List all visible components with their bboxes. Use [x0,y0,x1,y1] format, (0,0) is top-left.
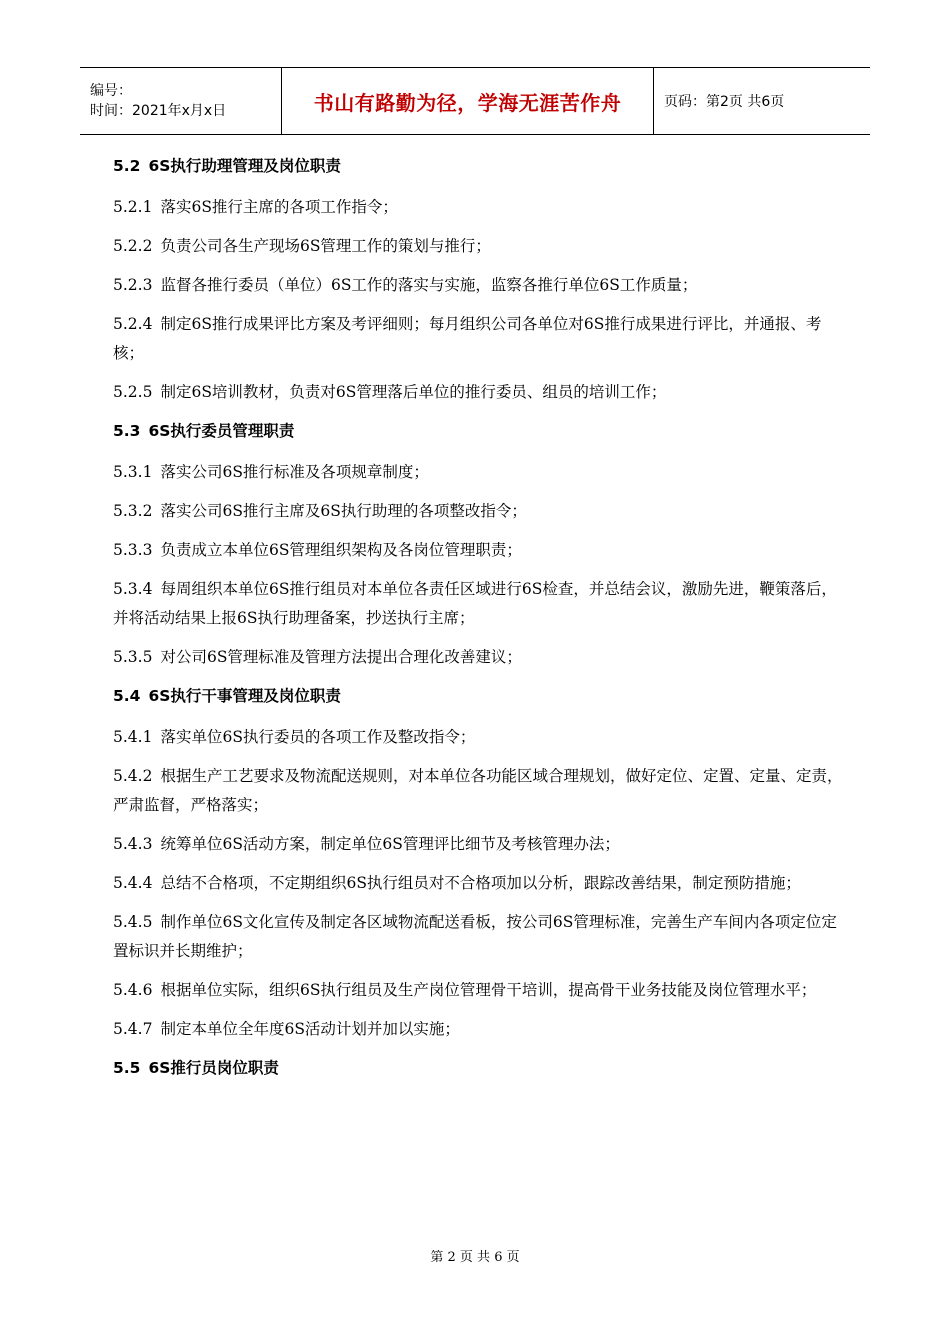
document-header [80,67,870,135]
clause-text: 监督各推行委员（单位）6S工作的落实与实施，监察各推行单位6S工作质量； [160,276,698,294]
header-info-cell [80,68,282,134]
clause-number: 5.4.7 [113,1020,153,1038]
clause-number: 5.4.2 [113,767,153,785]
clause-text: 制定本单位全年度6S活动计划并加以实施； [160,1020,460,1038]
clause-number: 5.3.1 [113,463,153,481]
clause-text: 总结不合格项，不定期组织6S执行组员对不合格项加以分析，跟踪改善结果，制定预防措施； [160,874,801,892]
clause-number: 5.2.2 [113,237,153,255]
clause-text: 统筹单位6S活动方案，制定单位6S管理评比细节及考核管理办法； [160,835,620,853]
number-label: 编号： [90,83,132,99]
clause-number: 5.3 [113,422,141,440]
clause-paragraph [113,378,843,407]
clause-text: 负责公司各生产现场6S管理工作的策划与推行； [160,237,491,255]
page-label: 页码：第2页 共6页 [664,94,785,110]
clause-number: 5.4.3 [113,835,153,853]
document-body [113,152,843,1095]
clause-paragraph [113,458,843,487]
clause-number: 5.4.6 [113,981,153,999]
clause-number: 5.3.5 [113,648,153,666]
clause-number: 5.5 [113,1059,141,1077]
header-motto-cell [282,68,654,134]
header-page-cell [654,68,870,134]
clause-paragraph [113,497,843,526]
clause-text: 根据生产工艺要求及物流配送规则，对本单位各功能区域合理规划，做好定位、定置、定量、定责，严肃监督，严格落实； [113,767,843,814]
clause-paragraph [113,908,843,966]
clause-paragraph [113,271,843,300]
clause-paragraph [113,869,843,898]
clause-text: 对公司6S管理标准及管理方法提出合理化改善建议； [160,648,522,666]
clause-text: 制定6S培训教材，负责对6S管理落后单位的推行委员、组员的培训工作； [160,383,667,401]
clause-number: 5.4.5 [113,913,153,931]
clause-paragraph [113,536,843,565]
clause-paragraph [113,232,843,261]
section-heading [113,417,843,446]
clause-number: 5.2.4 [113,315,153,333]
clause-paragraph [113,723,843,752]
clause-number: 5.3.3 [113,541,153,559]
clause-paragraph [113,193,843,222]
clause-text: 落实6S推行主席的各项工作指令； [160,198,398,216]
clause-paragraph [113,762,843,820]
clause-text: 6S推行员岗位职责 [148,1059,279,1077]
section-heading [113,682,843,711]
clause-number: 5.3.2 [113,502,153,520]
clause-number: 5.2.3 [113,276,153,294]
clause-paragraph [113,830,843,859]
clause-paragraph [113,643,843,672]
clause-text: 落实单位6S执行委员的各项工作及整改指令； [160,728,476,746]
clause-number: 5.2.1 [113,198,153,216]
clause-number: 5.3.4 [113,580,153,598]
clause-number: 5.2.5 [113,383,153,401]
section-heading [113,152,843,181]
clause-number: 5.4.4 [113,874,153,892]
clause-paragraph [113,1015,843,1044]
page-footer: 第 2 页 共 6 页 [430,1250,520,1265]
clause-text: 落实公司6S推行标准及各项规章制度； [160,463,429,481]
clause-text: 制作单位6S文化宣传及制定各区域物流配送看板，按公司6S管理标准，完善生产车间内各项定位定置标识并长期维护； [113,913,837,960]
clause-number: 5.4.1 [113,728,153,746]
clause-text: 制定6S推行成果评比方案及考评细则；每月组织公司各单位对6S推行成果进行评比，并通报、考核； [113,315,822,362]
section-heading [113,1054,843,1083]
time-label: 时间：2021年x月x日 [90,103,227,119]
clause-text: 根据单位实际，组织6S执行组员及生产岗位管理骨干培训，提高骨干业务技能及岗位管理水平； [160,981,817,999]
motto-text: 书山有路勤为径，学海无涯苦作舟 [313,90,622,115]
clause-paragraph [113,310,843,368]
clause-number: 5.4 [113,687,141,705]
clause-text: 6S执行助理管理及岗位职责 [148,157,341,175]
clause-text: 6S执行委员管理职责 [148,422,295,440]
clause-number: 5.2 [113,157,141,175]
clause-paragraph [113,976,843,1005]
clause-text: 6S执行干事管理及岗位职责 [148,687,341,705]
clause-paragraph [113,575,843,633]
clause-text: 落实公司6S推行主席及6S执行助理的各项整改指令； [160,502,527,520]
clause-text: 每周组织本单位6S推行组员对本单位各责任区域进行6S检查，并总结会议，激励先进，鞭策落后，并将活动结果上报6S执行助理备案，抄送执行主席； [113,580,837,627]
clause-text: 负责成立本单位6S管理组织架构及各岗位管理职责； [160,541,522,559]
